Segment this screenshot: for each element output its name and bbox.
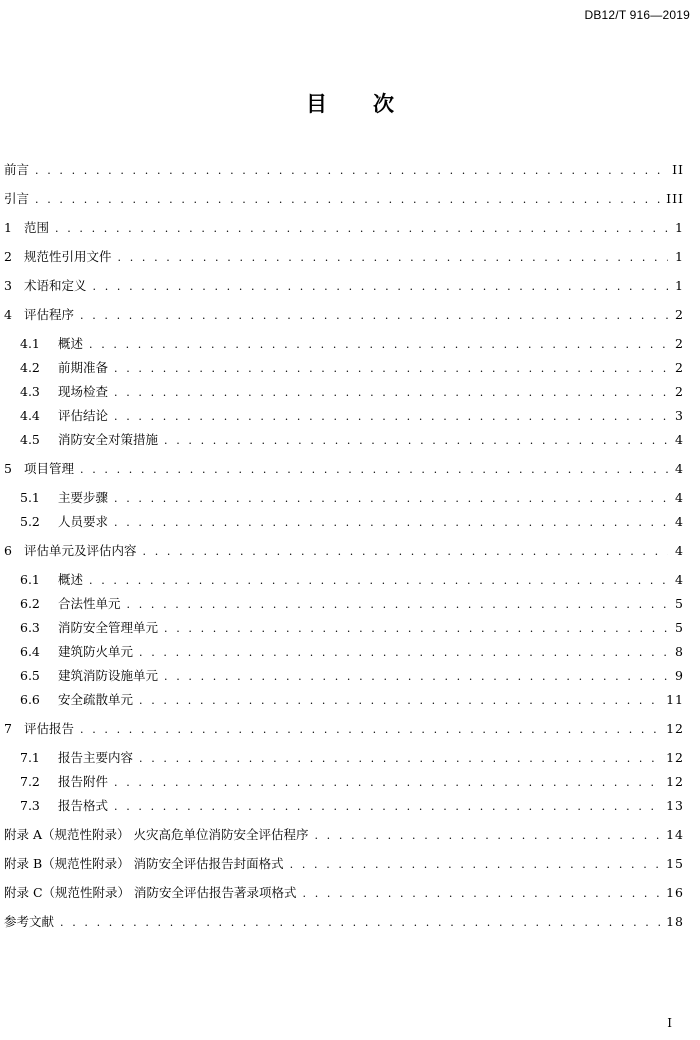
toc-leader-dots bbox=[114, 492, 668, 505]
toc-entry-page: 3 bbox=[675, 408, 684, 423]
toc-entry[interactable] bbox=[4, 459, 684, 483]
toc-leader-dots bbox=[35, 193, 662, 206]
toc-entry-label: 评估报告 bbox=[24, 721, 75, 736]
toc-entry-page: 8 bbox=[675, 644, 684, 659]
toc-leader-dots bbox=[290, 858, 662, 871]
toc-entry-page: 4 bbox=[675, 432, 684, 447]
toc-entry-page: 15 bbox=[666, 856, 684, 871]
toc-entry-label: 规范性引用文件 bbox=[24, 249, 112, 264]
toc-entry[interactable] bbox=[4, 854, 684, 878]
toc-entry-page: 5 bbox=[675, 596, 684, 611]
document-code: DB12/T 916—2019 bbox=[584, 8, 690, 22]
toc-leader-dots bbox=[114, 516, 668, 529]
toc-entry-page: 1 bbox=[675, 278, 684, 293]
page-number: I bbox=[667, 1016, 672, 1030]
toc-entry[interactable] bbox=[4, 719, 684, 743]
toc-leader-dots bbox=[127, 598, 668, 611]
toc-entry[interactable] bbox=[4, 796, 684, 820]
toc-entry-page: III bbox=[666, 191, 684, 206]
toc-entry[interactable] bbox=[4, 358, 684, 382]
toc-entry-page: 2 bbox=[675, 336, 684, 351]
toc-entry-number: 4.1 bbox=[20, 336, 40, 351]
toc-entry-number: 1 bbox=[4, 220, 12, 235]
toc-leader-dots bbox=[80, 463, 668, 476]
toc-entry-label: 参考文献 bbox=[4, 914, 55, 929]
toc-entry-page: 2 bbox=[675, 384, 684, 399]
toc-entry-number: 4.5 bbox=[20, 432, 40, 447]
toc-entry-page: 14 bbox=[666, 827, 684, 842]
toc-entry[interactable] bbox=[4, 406, 684, 430]
toc-leader-dots bbox=[35, 164, 668, 177]
toc-entry-number: 2 bbox=[4, 249, 12, 264]
toc-entry-page: 12 bbox=[666, 774, 684, 789]
toc-leader-dots bbox=[303, 887, 663, 900]
toc-entry-label: 附录 C（规范性附录） 消防安全评估报告著录项格式 bbox=[4, 885, 297, 900]
toc-entry-number: 7.2 bbox=[20, 774, 40, 789]
toc-entry-page: 1 bbox=[675, 249, 684, 264]
toc-entry-number: 3 bbox=[4, 278, 12, 293]
toc-leader-dots bbox=[93, 280, 668, 293]
toc-entry[interactable] bbox=[4, 618, 684, 642]
toc-entry-page: 12 bbox=[666, 750, 684, 765]
toc-entry-page: 2 bbox=[675, 360, 684, 375]
toc-entry-page: 1 bbox=[675, 220, 684, 235]
toc-entry[interactable] bbox=[4, 160, 684, 184]
toc-entry-number: 5 bbox=[4, 461, 12, 476]
toc-entry[interactable] bbox=[4, 570, 684, 594]
toc-entry-label: 项目管理 bbox=[24, 461, 75, 476]
toc-entry-number: 5.2 bbox=[20, 514, 40, 529]
toc-leader-dots bbox=[164, 434, 668, 447]
toc-entry-page: 5 bbox=[675, 620, 684, 635]
toc-leader-dots bbox=[80, 723, 662, 736]
toc-entry-label: 术语和定义 bbox=[24, 278, 87, 293]
toc-entry-label: 评估单元及评估内容 bbox=[24, 543, 137, 558]
toc-entry-page: 18 bbox=[666, 914, 684, 929]
toc-leader-dots bbox=[118, 251, 668, 264]
toc-entry[interactable] bbox=[4, 594, 684, 618]
toc-entry-number: 4.4 bbox=[20, 408, 40, 423]
toc-leader-dots bbox=[114, 410, 668, 423]
toc-entry-number: 7.1 bbox=[20, 750, 40, 765]
toc-leader-dots bbox=[139, 694, 662, 707]
toc-entry[interactable] bbox=[4, 772, 684, 796]
toc-entry[interactable] bbox=[4, 189, 684, 213]
toc-entry[interactable] bbox=[4, 642, 684, 666]
toc-leader-dots bbox=[139, 752, 662, 765]
toc-entry-page: 13 bbox=[666, 798, 684, 813]
toc-entry-label: 报告主要内容 bbox=[58, 750, 134, 765]
toc-entry[interactable] bbox=[4, 541, 684, 565]
toc-leader-dots bbox=[143, 545, 668, 558]
toc-entry-number: 5.1 bbox=[20, 490, 40, 505]
toc-entry[interactable] bbox=[4, 218, 684, 242]
toc-entry-number: 6.5 bbox=[20, 668, 40, 683]
toc-entry-page: 16 bbox=[666, 885, 684, 900]
toc-entry-number: 6.3 bbox=[20, 620, 40, 635]
toc-entry-page: 4 bbox=[675, 461, 684, 476]
toc-leader-dots bbox=[80, 309, 668, 322]
toc-entry-number: 4 bbox=[4, 307, 12, 322]
toc-entry[interactable] bbox=[4, 512, 684, 536]
toc-leader-dots bbox=[114, 386, 668, 399]
toc-leader-dots bbox=[60, 916, 662, 929]
toc-entry-page: II bbox=[672, 162, 684, 177]
table-of-contents bbox=[4, 160, 684, 941]
toc-entry-label: 引言 bbox=[4, 191, 30, 206]
toc-entry-label: 消防安全管理单元 bbox=[58, 620, 159, 635]
toc-entry-label: 建筑防火单元 bbox=[58, 644, 134, 659]
toc-entry-number: 7.3 bbox=[20, 798, 40, 813]
toc-entry-number: 6.1 bbox=[20, 572, 40, 587]
toc-leader-dots bbox=[55, 222, 668, 235]
toc-entry[interactable] bbox=[4, 748, 684, 772]
toc-entry-label: 附录 B（规范性附录） 消防安全评估报告封面格式 bbox=[4, 856, 284, 871]
toc-entry-label: 评估结论 bbox=[58, 408, 109, 423]
page-title: 目次 bbox=[306, 92, 440, 116]
toc-entry-page: 4 bbox=[675, 514, 684, 529]
toc-entry-page: 2 bbox=[675, 307, 684, 322]
toc-leader-dots bbox=[164, 622, 668, 635]
toc-entry-label: 概述 bbox=[58, 572, 84, 587]
toc-leader-dots bbox=[114, 776, 662, 789]
toc-leader-dots bbox=[314, 829, 662, 842]
toc-entry-label: 评估程序 bbox=[24, 307, 75, 322]
toc-entry[interactable] bbox=[4, 488, 684, 512]
toc-entry[interactable] bbox=[4, 912, 684, 936]
toc-entry-label: 合法性单元 bbox=[58, 596, 121, 611]
toc-entry-label: 现场检查 bbox=[58, 384, 109, 399]
toc-entry-number: 4.3 bbox=[20, 384, 40, 399]
toc-entry-label: 建筑消防设施单元 bbox=[58, 668, 159, 683]
toc-entry-number: 6 bbox=[4, 543, 12, 558]
toc-entry-number: 6.4 bbox=[20, 644, 40, 659]
toc-entry[interactable] bbox=[4, 334, 684, 358]
toc-entry-label: 概述 bbox=[58, 336, 84, 351]
toc-entry-page: 4 bbox=[675, 572, 684, 587]
toc-entry[interactable] bbox=[4, 883, 684, 907]
toc-entry-label: 报告格式 bbox=[58, 798, 109, 813]
toc-entry-label: 主要步骤 bbox=[58, 490, 109, 505]
toc-entry[interactable] bbox=[4, 247, 684, 271]
toc-entry-label: 范围 bbox=[24, 220, 50, 235]
toc-entry-page: 4 bbox=[675, 490, 684, 505]
toc-entry-page: 11 bbox=[666, 692, 684, 707]
toc-entry-label: 人员要求 bbox=[58, 514, 109, 529]
toc-entry-label: 消防安全对策措施 bbox=[58, 432, 159, 447]
toc-entry-number: 6.6 bbox=[20, 692, 40, 707]
toc-entry-label: 报告附件 bbox=[58, 774, 109, 789]
toc-entry-label: 附录 A（规范性附录） 火灾高危单位消防安全评估程序 bbox=[4, 827, 309, 842]
toc-entry-page: 9 bbox=[675, 668, 684, 683]
toc-entry-page: 12 bbox=[666, 721, 684, 736]
toc-entry-number: 6.2 bbox=[20, 596, 40, 611]
toc-entry[interactable] bbox=[4, 382, 684, 406]
toc-entry[interactable] bbox=[4, 666, 684, 690]
toc-entry-page: 4 bbox=[675, 543, 684, 558]
toc-leader-dots bbox=[89, 574, 668, 587]
toc-entry[interactable] bbox=[4, 825, 684, 849]
toc-entry-label: 安全疏散单元 bbox=[58, 692, 134, 707]
toc-entry[interactable] bbox=[4, 690, 684, 714]
toc-leader-dots bbox=[114, 800, 662, 813]
toc-entry[interactable] bbox=[4, 305, 684, 329]
toc-entry-label: 前言 bbox=[4, 162, 30, 177]
toc-leader-dots bbox=[139, 646, 668, 659]
toc-entry-number: 4.2 bbox=[20, 360, 40, 375]
toc-entry[interactable] bbox=[4, 276, 684, 300]
toc-entry-number: 7 bbox=[4, 721, 12, 736]
toc-leader-dots bbox=[164, 670, 668, 683]
toc-leader-dots bbox=[114, 362, 668, 375]
toc-entry[interactable] bbox=[4, 430, 684, 454]
toc-entry-label: 前期准备 bbox=[58, 360, 109, 375]
toc-leader-dots bbox=[89, 338, 668, 351]
